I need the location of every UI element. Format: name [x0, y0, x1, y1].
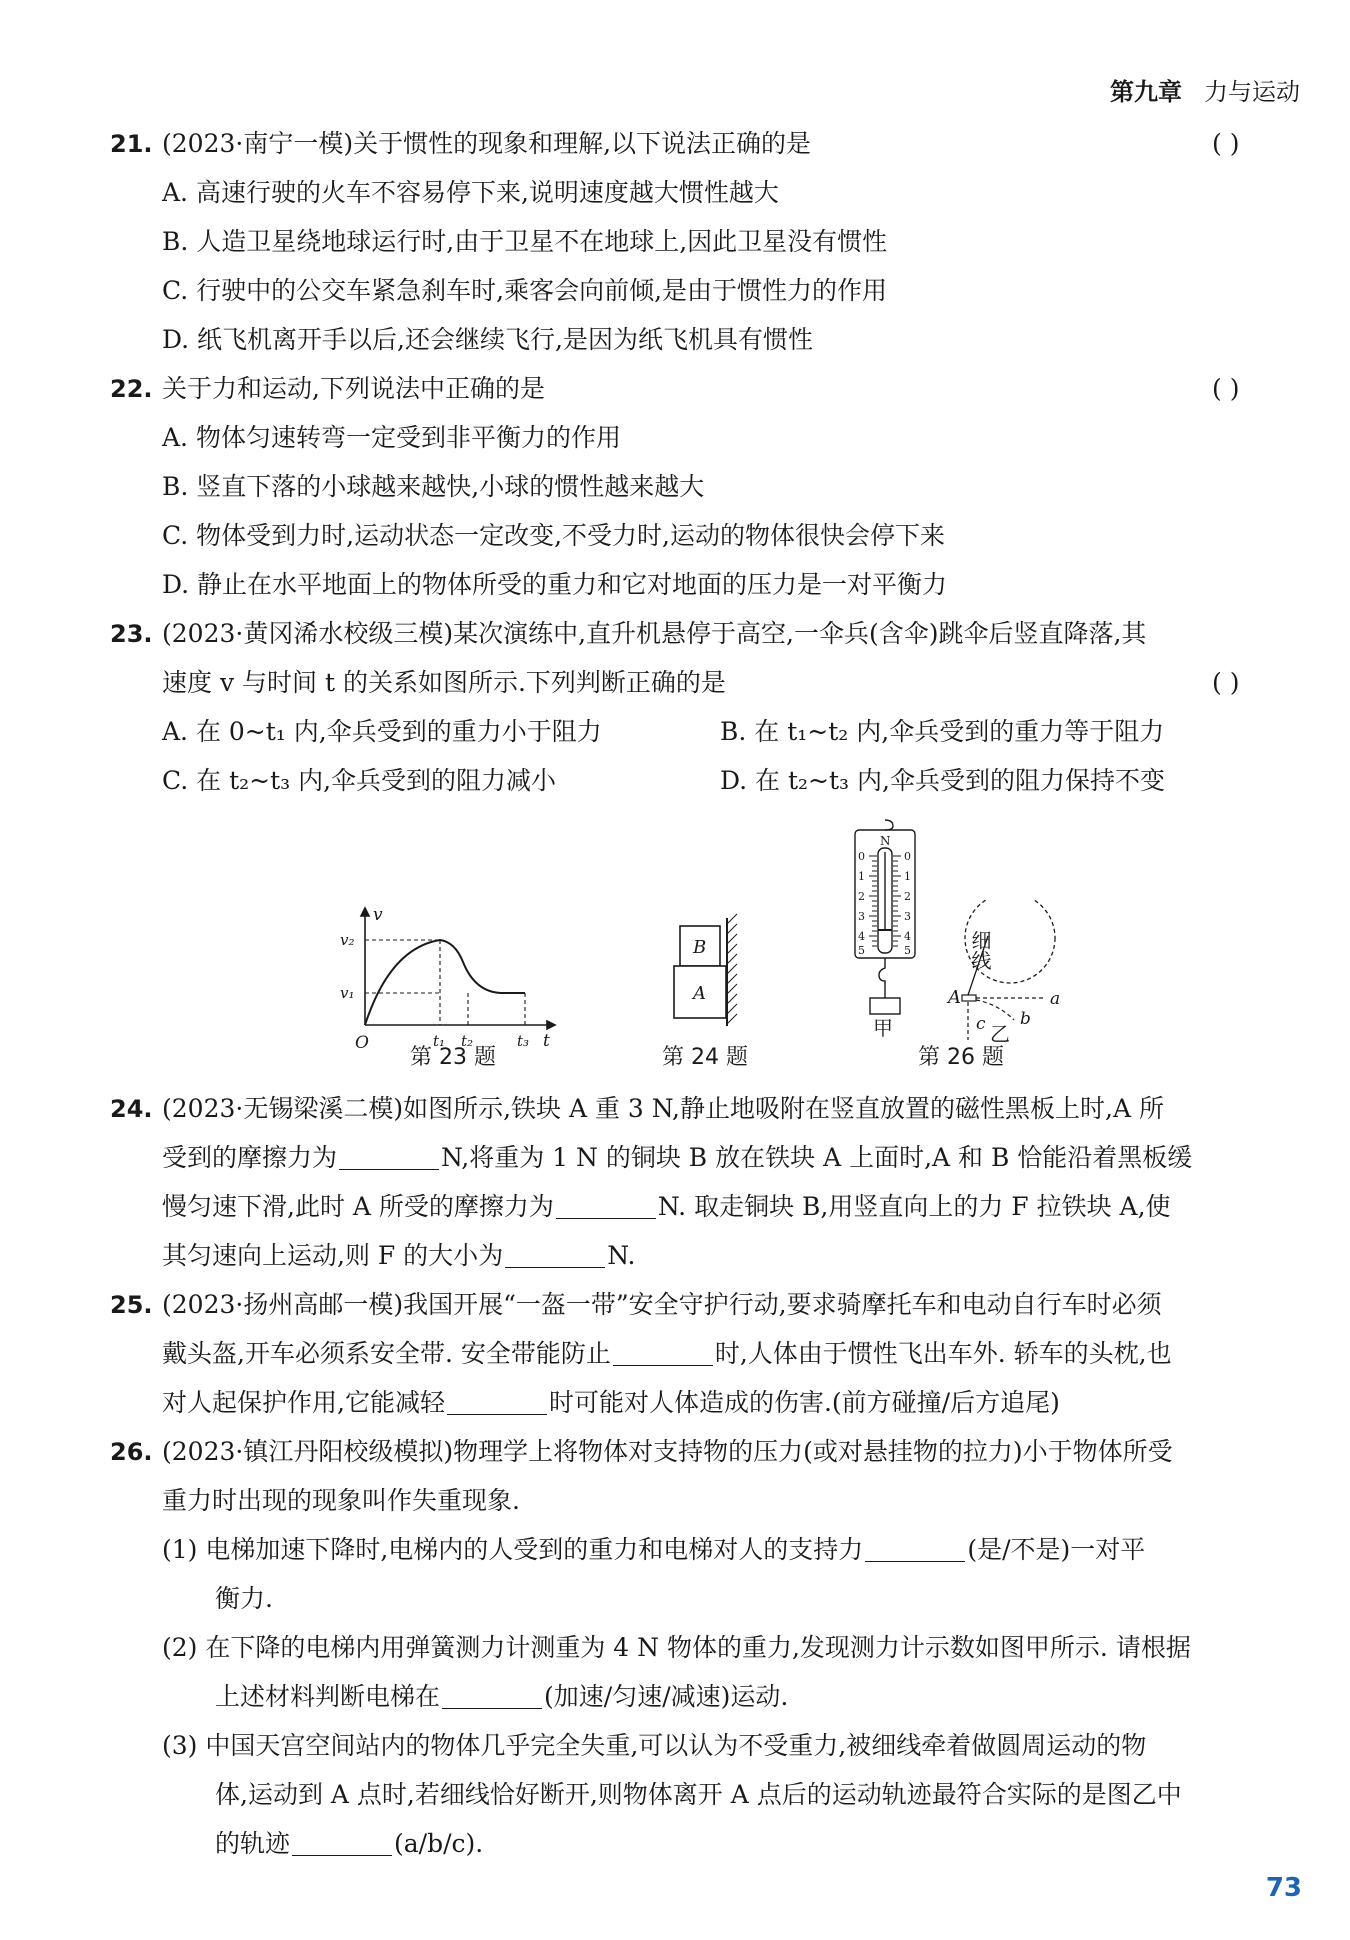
q25-line-3b: 时可能对人体造成的伤害.(前方碰撞/后方追尾)	[548, 1388, 1060, 1417]
scale-right-2: 2	[904, 890, 911, 903]
scale-right-5: 5	[904, 944, 911, 957]
q23-option-d: D. 在 t₂~t₃ 内,伞兵受到的阻力保持不变	[720, 766, 1165, 795]
scale-left-1: 1	[858, 870, 865, 883]
label-newton: N	[880, 834, 891, 848]
label-t: t	[543, 1031, 550, 1051]
q23-option-c: C. 在 t₂~t₃ 内,伞兵受到的阻力减小	[162, 766, 557, 795]
scale-left-3: 3	[858, 910, 865, 923]
label-t3: t₃	[517, 1032, 530, 1050]
page-number: 73	[1265, 1873, 1302, 1903]
q26-sub3c: 的轨迹	[215, 1829, 291, 1858]
label-yi: 乙	[990, 1022, 1010, 1046]
q22-option-b: B. 竖直下落的小球越来越快,小球的惯性越来越大	[162, 472, 705, 501]
q26-sub2c: (加速/匀速/减速)运动.	[544, 1682, 789, 1711]
q24-blank-3[interactable]	[505, 1241, 605, 1268]
q24-line-3a: 慢匀速下滑,此时 A 所受的摩擦力为	[162, 1192, 554, 1221]
scale-ticks-left	[869, 856, 877, 946]
velocity-curve	[365, 940, 525, 1025]
q22-option-a: A. 物体匀速转弯一定受到非平衡力的作用	[162, 423, 621, 452]
q21-option-c: C. 行驶中的公交车紧急刹车时,乘客会向前倾,是由于惯性力的作用	[162, 276, 888, 305]
q26-sub1c: 衡力.	[215, 1584, 273, 1613]
q23-stem-1: (2023·黄冈浠水校级三模)某次演练中,直升机悬停于高空,一伞兵(含伞)跳伞后竖直降落,其	[162, 619, 1147, 648]
q26-sub3d: (a/b/c).	[394, 1829, 484, 1858]
label-point-a: A	[948, 987, 961, 1008]
label-block-b: B	[693, 937, 707, 958]
scale-right-0: 0	[904, 850, 911, 863]
scale-left-4: 4	[858, 930, 865, 943]
q26-blank-3[interactable]	[292, 1829, 392, 1856]
q26-line-2: 重力时出现的现象叫作失重现象.	[162, 1486, 520, 1515]
q24-line-2a: 受到的摩擦力为	[162, 1143, 338, 1172]
label-b: b	[1020, 1009, 1031, 1029]
scale-right-3: 3	[904, 910, 911, 923]
q26-blank-1[interactable]	[865, 1535, 965, 1562]
figure-24-caption: 第 24 题	[662, 1045, 748, 1070]
q21-option-d: D. 纸飞机离开手以后,还会继续飞行,是因为纸飞机具有惯性	[162, 325, 813, 354]
q21-stem: (2023·南宁一模)关于惯性的现象和理解,以下说法正确的是	[162, 129, 812, 158]
q25-line-2b: 时,人体由于惯性飞出车外. 轿车的头枕,也	[714, 1339, 1172, 1368]
q21-option-a: A. 高速行驶的火车不容易停下来,说明速度越大惯性越大	[162, 178, 779, 207]
q26-sub3b: 体,运动到 A 点时,若细线恰好断开,则物体离开 A 点后的运动轨迹最符合实际的是图乙中	[215, 1780, 1182, 1809]
scale-left-5: 5	[858, 944, 865, 957]
q23-number: 23.	[110, 620, 153, 648]
q26-sub2b: 上述材料判断电梯在	[215, 1682, 441, 1711]
scale-right-4: 4	[904, 930, 911, 943]
q24-line-1: (2023·无锡梁溪二模)如图所示,铁块 A 重 3 N,静止地吸附在竖直放置的磁性黑板上时,A 所	[162, 1094, 1164, 1123]
bottom-hook	[879, 958, 885, 998]
t-axis-arrow	[547, 1021, 555, 1029]
q26-sub1b: (是/不是)一对平	[967, 1535, 1146, 1564]
q23-stem-2: 速度 v 与时间 t 的关系如图所示.下列判断正确的是	[162, 668, 726, 697]
q21-option-b: B. 人造卫星绕地球运行时,由于卫星不在地球上,因此卫星没有惯性	[162, 227, 888, 256]
q25-line-3a: 对人起保护作用,它能减轻	[162, 1388, 445, 1417]
q24-line-3b: N. 取走铜块 B,用竖直向上的力 F 拉铁块 A,使	[657, 1192, 1171, 1221]
q25-number: 25.	[110, 1291, 153, 1319]
q26-sub2a: (2) 在下降的电梯内用弹簧测力计测重为 4 N 物体的重力,发现测力计示数如图甲所示. 请根据	[162, 1633, 1191, 1662]
weight	[870, 998, 900, 1014]
q22-stem: 关于力和运动,下列说法中正确的是	[162, 374, 545, 403]
label-v: v	[373, 905, 383, 925]
figure-23-vt-graph	[335, 900, 565, 1055]
figure-23-caption: 第 23 题	[410, 1045, 496, 1070]
q22-option-d: D. 静止在水平地面上的物体所受的重力和它对地面的压力是一对平衡力	[162, 570, 948, 599]
q23-option-b: B. 在 t₁~t₂ 内,伞兵受到的重力等于阻力	[720, 717, 1165, 746]
label-origin: O	[355, 1033, 369, 1053]
label-a: a	[1050, 989, 1061, 1009]
running-header	[1110, 72, 1300, 107]
scale-right-1: 1	[904, 870, 911, 883]
q24-line-2b: N,将重为 1 N 的铜块 B 放在铁块 A 上面时,A 和 B 恰能沿着黑板缓	[441, 1143, 1193, 1172]
q26-sub1a: (1) 电梯加速下降时,电梯内的人受到的重力和电梯对人的支持力	[162, 1535, 864, 1564]
figure-24-blocks	[660, 910, 780, 1035]
q26-blank-2[interactable]	[442, 1682, 542, 1709]
q21-answer-paren: ( )	[1212, 129, 1240, 158]
v-axis-arrow	[361, 908, 369, 916]
q24-blank-2[interactable]	[556, 1192, 656, 1219]
scale-left-2: 2	[858, 890, 865, 903]
q24-blank-1[interactable]	[339, 1143, 439, 1170]
label-v1: v₁	[340, 984, 355, 1002]
q25-line-2a: 戴头盔,开车必须系安全带. 安全带能防止	[162, 1339, 611, 1368]
q25-blank-2[interactable]	[447, 1388, 547, 1415]
q26-number: 26.	[110, 1438, 153, 1466]
label-thread: 细线	[968, 930, 992, 970]
chapter-title: 力与运动	[1204, 78, 1300, 106]
label-t2: t₂	[461, 1032, 474, 1050]
label-jia: 甲	[873, 1016, 893, 1040]
label-c: c	[976, 1014, 986, 1034]
q24-line-4b: N.	[607, 1241, 636, 1270]
q21-number: 21.	[110, 130, 153, 158]
q24-number: 24.	[110, 1095, 153, 1123]
q22-option-c: C. 物体受到力时,运动状态一定改变,不受力时,运动的物体很快会停下来	[162, 521, 945, 550]
board-hatching	[727, 914, 737, 1024]
label-v2: v₂	[340, 931, 355, 949]
q23-option-a: A. 在 0~t₁ 内,伞兵受到的重力小于阻力	[162, 717, 602, 746]
object-at-a	[962, 995, 976, 1001]
top-hook	[885, 820, 893, 830]
scale-left-0: 0	[858, 850, 865, 863]
q22-number: 22.	[110, 375, 153, 403]
label-t1: t₁	[433, 1032, 446, 1050]
scale-ticks-right	[893, 856, 901, 946]
q25-blank-1[interactable]	[613, 1339, 713, 1366]
q26-sub3a: (3) 中国天宫空间站内的物体几乎完全失重,可以认为不受重力,被细线牵着做圆周运动的物	[162, 1731, 1147, 1760]
q23-answer-paren: ( )	[1212, 668, 1240, 697]
chapter-number: 第九章	[1110, 78, 1182, 106]
label-block-a: A	[693, 983, 706, 1004]
q24-line-4a: 其匀速向上运动,则 F 的大小为	[162, 1241, 504, 1270]
figure-26-caption: 第 26 题	[918, 1045, 1004, 1070]
q26-line-1: (2023·镇江丹阳校级模拟)物理学上将物体对支持物的压力(或对悬挂物的拉力)小于物体所受	[162, 1437, 1173, 1466]
figure-26-jia-spring-scale	[845, 818, 925, 1040]
q25-line-1: (2023·扬州高邮一模)我国开展“一盔一带”安全守护行动,要求骑摩托车和电动自行车时必须	[162, 1290, 1162, 1319]
q22-answer-paren: ( )	[1212, 374, 1240, 403]
